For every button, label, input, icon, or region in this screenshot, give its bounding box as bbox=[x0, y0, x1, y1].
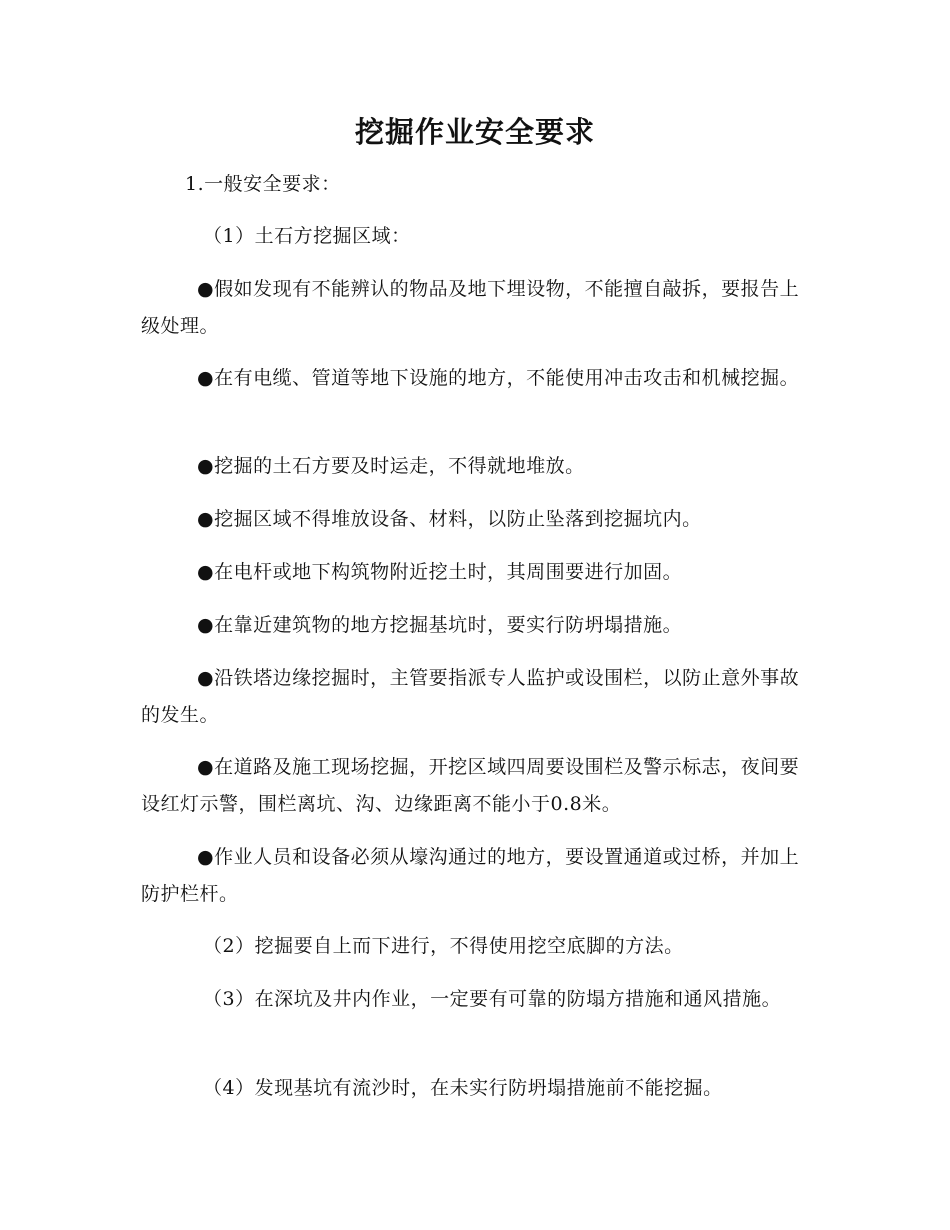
bullet-anti-collapse-buildings: ●在靠近建筑物的地方挖掘基坑时，要实行防坍塌措施。 bbox=[197, 614, 683, 636]
bullet-unknown-objects: ●假如发现有不能辨认的物品及地下埋设物，不能擅自敲拆，要报告上级处理。 bbox=[141, 278, 800, 337]
bullet-trench-crossing: ●作业人员和设备必须从壕沟通过的地方，要设置通道或过桥，并加上防护栏杆。 bbox=[141, 846, 800, 905]
subsection-earthwork-area: （1）土石方挖掘区域： bbox=[203, 225, 411, 247]
bullet-tower-edge-guard: ●沿铁塔边缘挖掘时，主管要指派专人监护或设围栏，以防止意外事故的发生。 bbox=[141, 667, 800, 726]
page-title: 挖掘作业安全要求 bbox=[354, 115, 595, 149]
bullet-road-fencing: ●在道路及施工现场挖掘，开挖区域四周要设围栏及警示标志，夜间要设红灯示警，围栏离坑、沟、边缘距离不能小于0.8米。 bbox=[141, 756, 800, 815]
bullet-no-stacking: ●挖掘区域不得堆放设备、材料，以防止坠落到挖掘坑内。 bbox=[197, 508, 702, 530]
subsection-deep-pit: （3）在深坑及井内作业，一定要有可靠的防塌方措施和通风措施。 bbox=[203, 988, 782, 1010]
subsection-top-down: （2）挖掘要自上而下进行，不得使用挖空底脚的方法。 bbox=[203, 935, 684, 957]
bullet-reinforce-poles: ●在电杆或地下构筑物附近挖土时，其周围要进行加固。 bbox=[197, 561, 683, 583]
bullet-underground-facilities: ●在有电缆、管道等地下设施的地方，不能使用冲击攻击和机械挖掘。 bbox=[197, 367, 800, 389]
subsection-quicksand: （4）发现基坑有流沙时，在未实行防坍塌措施前不能挖掘。 bbox=[203, 1077, 723, 1099]
bullet-remove-spoil: ●挖掘的土石方要及时运走，不得就地堆放。 bbox=[197, 455, 585, 477]
section-heading-general: 1.一般安全要求： bbox=[185, 173, 341, 195]
